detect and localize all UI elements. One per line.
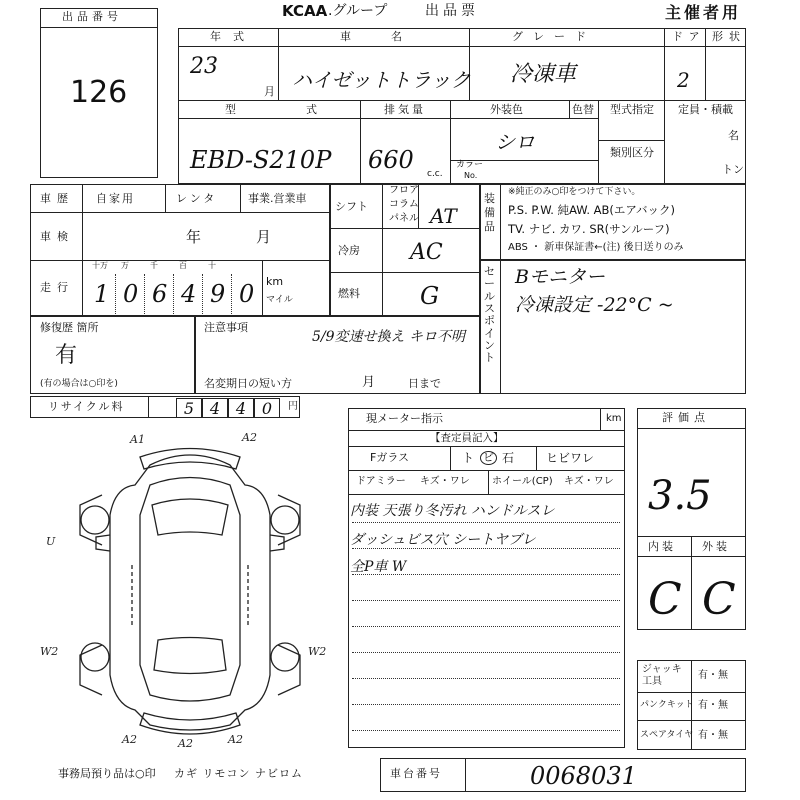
lot-label: 出品番号 — [62, 10, 122, 23]
mark-a1: A1 — [130, 433, 145, 446]
equipment-note: ※純正のみ○印をつけて下さい。 — [508, 187, 641, 197]
repair-value: 有 — [55, 343, 78, 368]
lot-number: 126 — [70, 75, 128, 110]
recycle-digit: 4 — [202, 398, 228, 418]
inspector-note-3: 全P車 W — [350, 559, 407, 575]
inspector-note-2: ダッシュビス穴 シートヤブレ — [350, 532, 536, 548]
color-no-sub: No. — [464, 171, 478, 180]
color-no-label: カラー — [456, 160, 484, 170]
wheel-opts[interactable]: キズ・ワレ — [564, 476, 614, 487]
mileage-unit-label: 万 — [121, 261, 129, 270]
recycle-digit: 0 — [254, 398, 280, 418]
mirror-opts[interactable]: キズ・ワレ — [420, 476, 470, 487]
mileage-unit-label: 十万 — [92, 261, 108, 270]
equipment-line1: P.S. P.W. 純AW. AB(エアバック) — [508, 203, 675, 217]
interior-value: C — [648, 574, 682, 625]
mileage-digit: 1 — [94, 280, 110, 308]
repair-note: (有の場合は○印を) — [40, 379, 118, 389]
sales-point-line1: Bモニター — [515, 266, 605, 288]
inspection-year: 年 — [186, 228, 202, 246]
car-diagram — [40, 425, 340, 755]
cc-unit: c.c. — [427, 169, 443, 179]
caution-handwritten: 5/9変速せ換え キロ不明 — [312, 329, 465, 345]
puncture-value[interactable]: 有・無 — [698, 700, 728, 711]
mark-a2-rear-center: A2 — [178, 737, 193, 750]
mileage-unit-label: 千 — [150, 261, 158, 270]
exterior-label: 外装 — [702, 540, 730, 553]
group-text: .グループ — [328, 3, 388, 19]
chassis-label: 車台番号 — [390, 767, 442, 780]
sales-point-label: セールスポイント — [484, 265, 495, 365]
recycle-label: リサイクル料 — [48, 400, 125, 413]
mile-label: マイル — [266, 295, 293, 305]
meter-label: 現メーター指示 — [366, 412, 443, 425]
document-title: 出品票 — [425, 3, 479, 19]
fuel-label: 燃料 — [338, 287, 360, 300]
glass-label: Fガラス — [370, 451, 409, 464]
history-opt-rental[interactable]: レンタ — [176, 192, 218, 205]
color-change-label: 色替 — [572, 103, 594, 116]
mark-a2-rear-right: A2 — [228, 733, 243, 746]
equipment-line3: ABS ・ 新車保証書←(注) 後日送りのみ — [508, 242, 684, 253]
exterior-value: C — [702, 574, 736, 625]
model-value: EBD-S210P — [190, 146, 332, 174]
score-label: 評価点 — [662, 411, 710, 424]
mark-a2-rear-left: A2 — [122, 733, 137, 746]
grade-label: グレード — [512, 30, 596, 43]
glass-opt2[interactable]: ビ — [480, 451, 497, 465]
recycle-digit: 4 — [228, 398, 254, 418]
brand-logo: KCAA — [282, 2, 328, 20]
capacity-label: 定員・積載 — [678, 103, 733, 116]
shape-label: 形状 — [712, 30, 746, 43]
displacement-value: 660 — [368, 146, 414, 174]
glass-opt4[interactable]: ヒビワレ — [546, 451, 595, 465]
repair-label: 修復歴 箇所 — [40, 321, 99, 334]
km-label: km — [266, 275, 284, 288]
door-label: ドア — [672, 30, 706, 43]
mileage-digit: 6 — [152, 280, 168, 308]
ac-label: 冷房 — [338, 244, 360, 257]
displacement-label: 排気量 — [384, 103, 426, 116]
jack-value[interactable]: 有・無 — [698, 670, 728, 681]
shift-value: AT — [430, 204, 457, 228]
jack-label: ジャッキ工具 — [642, 664, 682, 687]
mileage-digit: 9 — [210, 280, 226, 308]
shift-label: シフト — [335, 200, 368, 213]
interior-label: 内装 — [648, 540, 676, 553]
mileage-digit: 0 — [239, 280, 255, 308]
equipment-label: 装備品 — [484, 192, 495, 233]
meter-km: km — [606, 413, 622, 424]
name-change-label: 名変期日の短い方 — [204, 377, 292, 390]
shift-opt-floor[interactable]: フロア — [389, 185, 419, 196]
mileage-digit: 4 — [181, 280, 197, 308]
spare-label: スペアタイヤ — [640, 730, 694, 740]
car-name-label: 車名 — [340, 30, 442, 43]
name-change-day: 日まで — [408, 377, 441, 390]
year-value: 23 — [190, 54, 218, 79]
sales-point-line2: 冷凍設定 -22°C ~ — [515, 294, 674, 316]
wheel-label: ホイール(CP) — [492, 476, 553, 487]
capacity-unit-people: 名 — [728, 129, 739, 142]
exterior-color-label: 外装色 — [490, 103, 523, 116]
inspection-month: 月 — [256, 228, 272, 246]
mark-w2-left: W2 — [40, 645, 59, 658]
model-label: 型式 — [225, 103, 387, 116]
shift-opt-column[interactable]: コラム — [389, 199, 419, 210]
inspector-note-1: 内装 天張り冬汚れ ハンドルスレ — [350, 503, 555, 519]
grade-value: 冷凍車 — [510, 62, 577, 87]
mileage-unit-label: 十 — [208, 261, 216, 270]
type-designation-label: 型式指定 — [610, 103, 654, 116]
equipment-line2: TV. ナビ. カワ. SR(サンルーフ) — [508, 222, 670, 236]
glass-opt1[interactable]: ト — [462, 451, 475, 465]
history-opt-business[interactable]: 事業.営業車 — [248, 192, 307, 205]
mileage-digit: 0 — [123, 280, 139, 308]
caution-label: 注意事項 — [204, 321, 248, 334]
shift-opt-panel[interactable]: パネル — [389, 213, 419, 224]
fuel-value: G — [420, 282, 440, 310]
door-value: 2 — [677, 68, 690, 92]
month-label: 月 — [264, 85, 275, 98]
keys-note: 事務局預り品は○印 — [58, 767, 156, 780]
inspector-section-title: 【査定員記入】 — [430, 432, 504, 444]
history-opt-private[interactable]: 自家用 — [96, 192, 135, 205]
glass-opt3[interactable]: 石 — [502, 451, 515, 465]
name-change-month: 月 — [362, 375, 376, 390]
puncture-label: パンクキット — [640, 700, 694, 710]
mileage-label: 走行 — [40, 281, 74, 294]
keys-items: カギ リモコン ナビロム — [174, 767, 303, 780]
ac-value: AC — [410, 240, 443, 265]
exterior-color-value: シロ — [495, 130, 535, 154]
capacity-unit-ton: トン — [722, 163, 744, 176]
recycle-digit: 5 — [176, 398, 202, 418]
mirror-label: ドアミラー — [356, 476, 406, 487]
chassis-value: 0068031 — [530, 762, 637, 790]
mark-w2-right: W2 — [308, 645, 327, 658]
mark-a2-front: A2 — [242, 431, 257, 444]
car-name-value: ハイゼットトラック — [292, 68, 471, 92]
category-label: 類別区分 — [610, 146, 654, 159]
recycle-yen: 円 — [288, 401, 298, 412]
score-value: 3.5 — [648, 473, 712, 519]
mileage-unit-label: 百 — [179, 261, 187, 270]
spare-value[interactable]: 有・無 — [698, 730, 728, 741]
history-label: 車歴 — [40, 192, 74, 205]
mark-u: U — [46, 535, 56, 548]
organizer-label: 主催者用 — [665, 3, 742, 22]
year-label: 年式 — [210, 30, 256, 43]
inspection-label: 車検 — [40, 230, 74, 243]
